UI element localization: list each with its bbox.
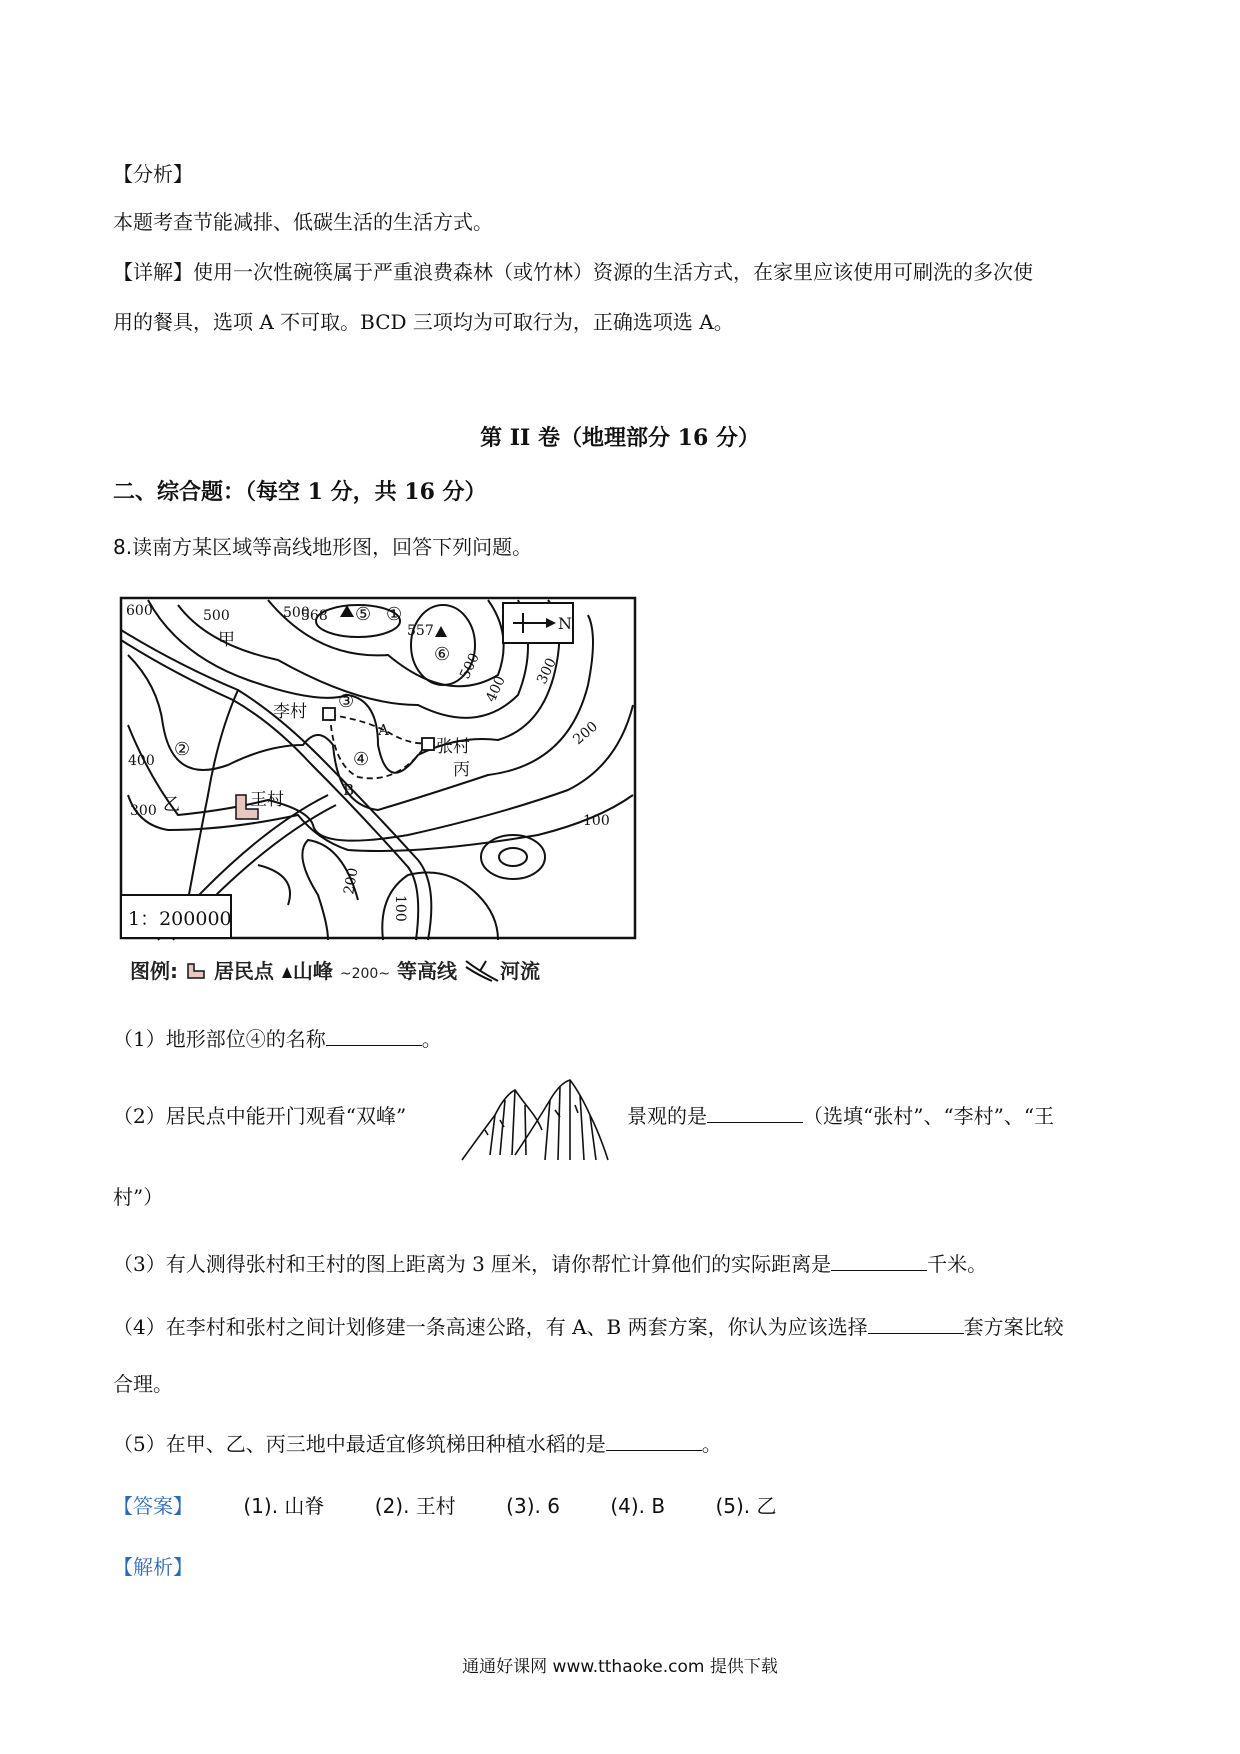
- place-wang-village: 王村: [250, 790, 284, 810]
- answer-item: (5). 乙: [715, 1494, 777, 1518]
- contour-label: 100: [392, 895, 408, 922]
- legend-contour-value: 200: [351, 966, 379, 982]
- question-stem: 8.读南方某区域等高线地形图，回答下列问题。: [113, 535, 533, 559]
- peak-number: ⑥: [434, 644, 451, 665]
- question-2-end: 村”）: [113, 1185, 164, 1209]
- question-3: [113, 1250, 987, 1278]
- part-title: 二、综合题：（每空 1 分，共 16 分）: [113, 479, 487, 505]
- explanation-tag: 【解析】: [113, 1555, 193, 1579]
- settlement-icon: [323, 708, 335, 720]
- page-footer: 通通好课网 www.tthaoke.com 提供下载: [462, 1657, 778, 1677]
- place-li-village: 李村: [273, 702, 307, 722]
- question-2-cont: [627, 1102, 1054, 1130]
- contour-label: 200: [341, 866, 362, 896]
- answer-item: (3). 6: [506, 1494, 560, 1518]
- legend-river: 河流: [500, 959, 541, 983]
- question-5: [113, 1430, 722, 1458]
- place-bing: 丙: [453, 760, 470, 780]
- detail-line-2: 用的餐具，选项 A 不可取。BCD 三项均为可取行为，正确选项选 A。: [113, 310, 734, 334]
- contour-map: [118, 595, 638, 945]
- legend-contour: 等高线: [397, 959, 458, 983]
- question-1: [113, 1025, 442, 1053]
- question-3-end: 千米。: [927, 1252, 988, 1276]
- contour-label: 200: [570, 718, 602, 749]
- legend-settlement: 居民点: [213, 959, 274, 983]
- contour-label: 300: [130, 803, 157, 819]
- contour-label: 500: [283, 605, 310, 621]
- twin-peaks-icon: [460, 1075, 610, 1165]
- detail-line-1: 【详解】使用一次性碗筷属于严重浪费森林（或竹林）资源的生活方式，在家里应该使用可刷洗的多次使: [113, 260, 1033, 284]
- river-icon: [464, 959, 500, 983]
- question-4-end: 合理。: [113, 1372, 173, 1396]
- marker-1: ①: [386, 604, 403, 625]
- answer-tag: 【答案】: [113, 1494, 193, 1518]
- peak-icon: [281, 965, 293, 979]
- answer-blank[interactable]: [326, 1027, 422, 1046]
- question-5-end: 。: [701, 1432, 722, 1456]
- marker-4: ④: [353, 749, 370, 770]
- section-title: 第 II 卷（地理部分 16 分）: [480, 425, 760, 451]
- contour-label: 300: [534, 655, 560, 687]
- question-4-text: （4）在李村和张村之间计划修建一条高速公路，有 A、B 两套方案，你认为应该选择: [113, 1315, 868, 1339]
- map-legend: [130, 955, 540, 984]
- place-yi: 乙: [163, 795, 180, 815]
- answer-blank[interactable]: [831, 1252, 927, 1271]
- legend-label: 图例:: [130, 959, 178, 983]
- question-2-text-b: 景观的是: [627, 1104, 707, 1128]
- question-1-end: 。: [421, 1027, 442, 1051]
- peak-elevation: 557: [407, 623, 434, 639]
- question-3-text: （3）有人测得张村和王村的图上距离为 3 厘米，请你帮忙计算他们的实际距离是: [113, 1252, 832, 1276]
- answer-item: (1). 山脊: [243, 1494, 325, 1518]
- answer-row: [113, 1492, 776, 1520]
- answer-item: (2). 王村: [374, 1494, 456, 1518]
- contour-label: 400: [128, 753, 155, 769]
- answer-blank[interactable]: [868, 1315, 964, 1334]
- question-2-text: （2）居民点中能开门观看“双峰”: [113, 1104, 407, 1128]
- route-a-label: A: [378, 721, 389, 739]
- marker-2: ②: [174, 739, 191, 760]
- question-4: [113, 1313, 1064, 1341]
- place-jia: 甲: [218, 630, 235, 650]
- answer-blank[interactable]: [707, 1104, 803, 1123]
- answer-item: (4). B: [610, 1494, 666, 1518]
- question-5-text: （5）在甲、乙、丙三地中最适宜修筑梯田种植水稻的是: [113, 1432, 606, 1456]
- north-label: N: [558, 614, 572, 633]
- analysis-tag: 【分析】: [113, 162, 193, 186]
- contour-label: 400: [483, 673, 509, 705]
- question-1-text: （1）地形部位④的名称: [113, 1027, 326, 1051]
- analysis-text: 本题考查节能减排、低碳生活的生活方式。: [113, 210, 493, 234]
- scale-label: 1：200000: [128, 908, 232, 930]
- answer-blank[interactable]: [606, 1432, 702, 1451]
- peak-elevation: 568: [301, 608, 328, 624]
- question-2-text-c: （选填“张村”、“李村”、“王: [803, 1104, 1055, 1128]
- question-2: [113, 1102, 406, 1130]
- settlement-icon: [185, 961, 207, 981]
- contour-legend-icon: ~200~: [339, 966, 391, 982]
- contour-label: 500: [203, 608, 230, 624]
- peak-number: ⑤: [355, 604, 372, 625]
- marker-3: ③: [338, 691, 355, 712]
- settlement-icon: [422, 738, 434, 750]
- route-b-label: B: [343, 781, 355, 799]
- contour-label: 100: [583, 813, 610, 829]
- legend-peak: 山峰: [292, 959, 333, 983]
- place-zhang-village: 张村: [436, 737, 470, 757]
- question-4-text-b: 套方案比较: [963, 1315, 1064, 1339]
- contour-label: 500: [457, 650, 483, 682]
- contour-label: 600: [126, 603, 153, 619]
